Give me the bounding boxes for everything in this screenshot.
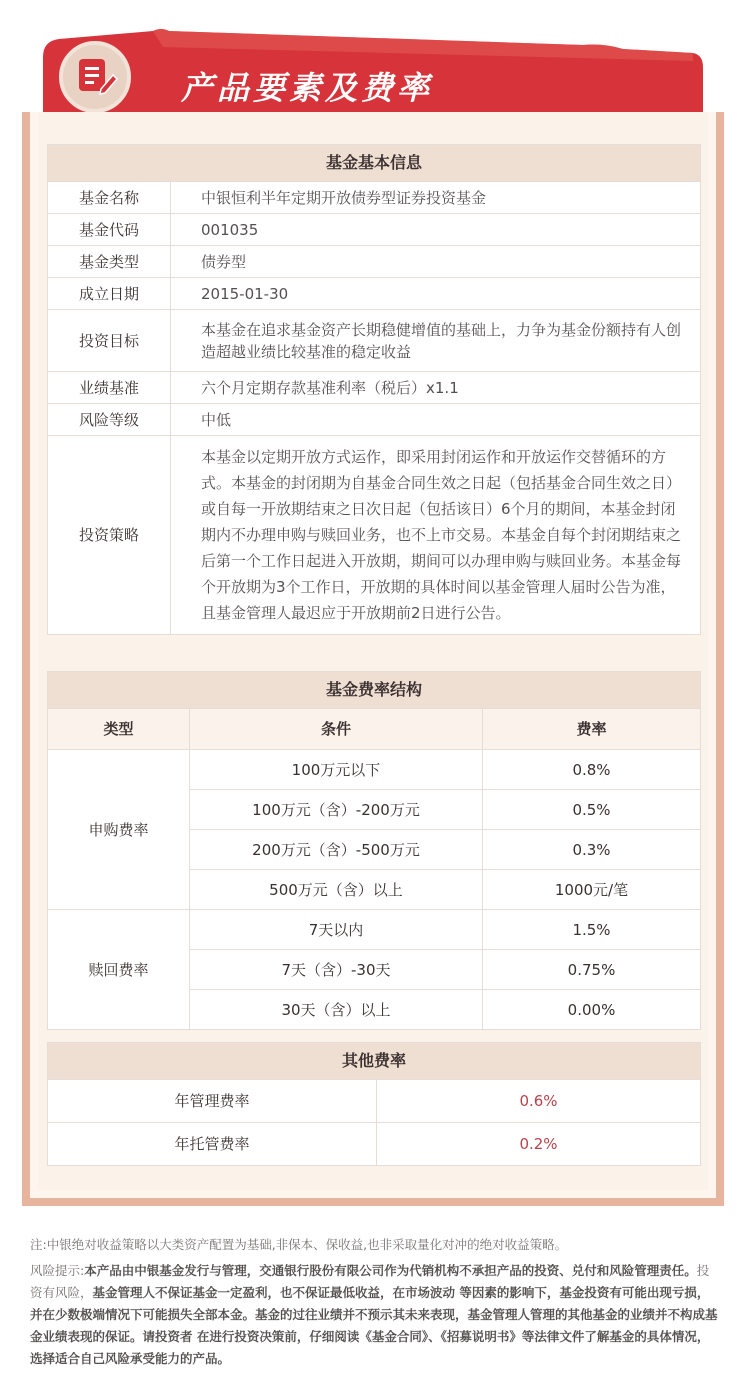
basic-info-header: 基金基本信息 — [48, 145, 701, 182]
risk-text-bold: 请投资者 在进行投资决策前，仔细阅读《基金合同》、《招募说明书》等法律文件了解基金的具体情况，选择适合自己风险承受能力的产品。 — [30, 1329, 710, 1366]
fee-condition: 200万元（含）-500万元 — [190, 830, 483, 870]
row-value: 中银恒利半年定期开放债券型证券投资基金 — [171, 182, 701, 214]
table-row — [48, 310, 701, 372]
row-label: 风险等级 — [48, 404, 171, 436]
table-row — [48, 1080, 701, 1123]
row-label: 投资目标 — [48, 310, 171, 372]
fee-rate: 1000元/笔 — [483, 870, 701, 910]
row-value: 2015-01-30 — [171, 278, 701, 310]
table-row — [48, 750, 701, 790]
table-row — [48, 372, 701, 404]
table-row — [48, 436, 701, 635]
risk-text-bold: 本产品由中银基金发行与管理，交通银行股份有限公司作为代销机构不承担产品的投资、兑付和风险管理责任。 — [84, 1263, 697, 1278]
basic-info-card — [47, 144, 701, 635]
row-label: 基金类型 — [48, 246, 171, 278]
fee-condition: 30天（含）以上 — [190, 990, 483, 1030]
risk-text: 投资有风险， — [30, 1263, 710, 1300]
fee-rate: 0.75% — [483, 950, 701, 990]
strategy-note: 注:中银绝对收益策略以大类资产配置为基础,非保本、保收益,也非采取量化对冲的绝对收益策略。 — [30, 1237, 568, 1252]
row-label: 投资策略 — [48, 436, 171, 635]
row-value: 六个月定期存款基准利率（税后）x1.1 — [171, 372, 701, 404]
row-value: 债券型 — [171, 246, 701, 278]
other-fees-header: 其他费率 — [48, 1043, 701, 1080]
risk-text-bold: 基金管理人不保证基金一定盈利，也不保证最低收益，在市场波动 等因素的影响下，基金投资有可能出现亏损，并在少数极端情况下可能损失全部本金。基金的过往业绩并不预示其未来表现，基金管理人管理的其他基金的业绩并不构成基金业绩表现的保证。 — [30, 1285, 718, 1344]
table-row — [48, 910, 701, 950]
col-rate-header: 费率 — [483, 709, 701, 750]
other-fee-label: 年管理费率 — [48, 1080, 377, 1123]
fee-rate: 1.5% — [483, 910, 701, 950]
purchase-fee-label: 申购费率 — [48, 750, 190, 910]
row-value: 001035 — [171, 214, 701, 246]
col-type-header: 类型 — [48, 709, 190, 750]
fee-rate: 0.5% — [483, 790, 701, 830]
table-row — [48, 278, 701, 310]
table-row — [48, 182, 701, 214]
table-row — [48, 246, 701, 278]
fee-condition: 100万元（含）-200万元 — [190, 790, 483, 830]
basic-info-table — [47, 144, 701, 635]
row-value: 本基金以定期开放方式运作，即采用封闭运作和开放运作交替循环的方式。本基金的封闭期为自基金合同生效之日起（包括基金合同生效之日）或自每一开放期结束之日次日起（包括该日）6个月的期间，本基金封闭期内不办理申购与赎回业务，也不上市交易。本基金自每个封闭期结束之后第一个工作日起进入开放期，期间可以办理申购与赎回业务。本基金每个开放期为3个工作日，开放期的具体时间以基金管理人届时公告为准，且基金管理人最迟应于开放期前2日进行公告。 — [171, 436, 701, 635]
section-banner — [43, 27, 703, 113]
fee-column-headers — [48, 709, 701, 750]
fee-structure-header: 基金费率结构 — [48, 672, 701, 709]
table-row — [48, 404, 701, 436]
banner-title: 产品要素及费率 — [181, 69, 434, 107]
redeem-fee-label: 赎回费率 — [48, 910, 190, 1030]
fee-condition: 7天以内 — [190, 910, 483, 950]
fee-rate: 0.00% — [483, 990, 701, 1030]
fee-structure-table — [47, 671, 701, 1030]
other-fee-value: 0.2% — [377, 1123, 701, 1166]
row-value: 本基金在追求基金资产长期稳健增值的基础上，力争为基金份额持有人创造超越业绩比较基准的稳定收益 — [171, 310, 701, 372]
row-label: 业绩基准 — [48, 372, 171, 404]
fee-rate: 0.8% — [483, 750, 701, 790]
document-icon — [59, 41, 131, 113]
fee-condition: 500万元（含）以上 — [190, 870, 483, 910]
fee-structure-card — [47, 671, 701, 1030]
fee-condition: 7天（含）-30天 — [190, 950, 483, 990]
fee-condition: 100万元以下 — [190, 750, 483, 790]
other-fee-value: 0.6% — [377, 1080, 701, 1123]
other-fee-label: 年托管费率 — [48, 1123, 377, 1166]
risk-disclosure — [30, 1260, 720, 1370]
table-row — [48, 214, 701, 246]
other-fees-table — [47, 1042, 701, 1166]
table-row — [48, 1123, 701, 1166]
col-condition-header: 条件 — [190, 709, 483, 750]
row-label: 成立日期 — [48, 278, 171, 310]
row-label: 基金代码 — [48, 214, 171, 246]
risk-prefix: 风险提示: — [30, 1263, 85, 1278]
other-fees-card — [47, 1042, 701, 1166]
row-label: 基金名称 — [48, 182, 171, 214]
fee-rate: 0.3% — [483, 830, 701, 870]
row-value: 中低 — [171, 404, 701, 436]
